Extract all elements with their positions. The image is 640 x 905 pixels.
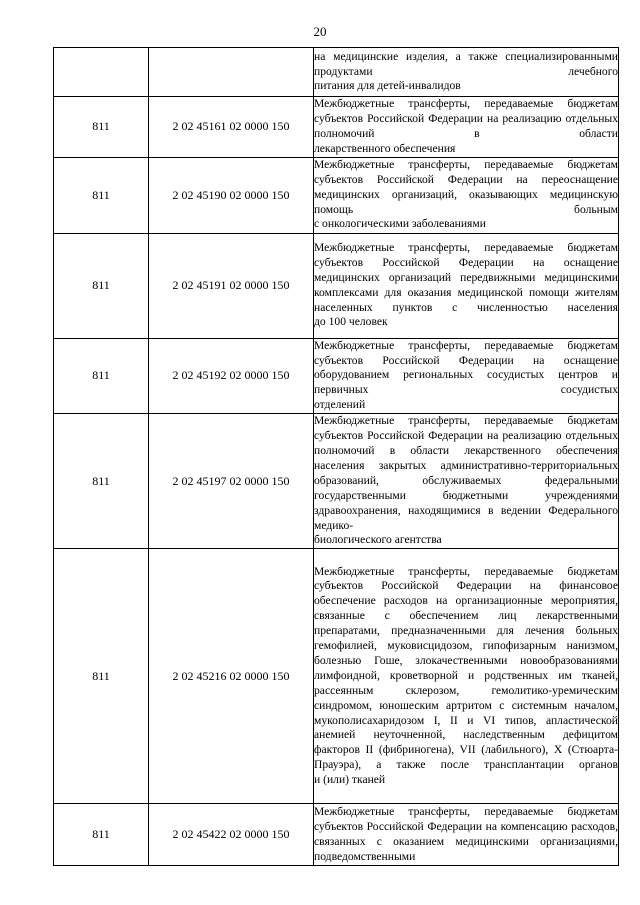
budget-code-cell: 2 02 45190 02 0000 150: [149, 157, 314, 233]
table-row: [54, 804, 619, 866]
admin-code-cell: 811: [54, 804, 149, 866]
table-row: [54, 48, 619, 97]
description-text: Межбюджетные трансферты, передаваемые бюджетам субъектов Российской Федерации на финансовое обеспечение расходов на организационные мероприятия, связанные с обеспечением лиц лекарственными препаратами, предназначенными для лечения больных гемофилией, муковисцидозом, гипофизарным нанизмом, болезнью Гоше, злокачественными новообразованиями лимфоидной, кроветворной и родственных им тканей, рассеянным склерозом, гемолитико-уремическим синдромом, юношеским артритом с системным началом, мукополисахаридозом I, II и VI типов, апластической анемией неуточненной, наследственным дефицитом факторов II (фибриногена), VII (лабильного), X (Стюарта-Прауэра), а также после трансплантации органов: [314, 564, 618, 772]
description-text: Межбюджетные трансферты, передаваемые бюджетам субъектов Российской Федерации на оснащение медицинских организаций передвижными медицинскими комплексами для оказания медицинской помощи жителям населенных пунктов с численностью населения: [314, 240, 618, 314]
table-row: [54, 233, 619, 338]
description-text: Межбюджетные трансферты, передаваемые бюджетам субъектов Российской Федерации на компенсацию расходов, связанных с оказанием медицинскими организациями, подведомственными: [314, 805, 618, 863]
description-cell: [314, 97, 619, 158]
description-text-end: отделений: [314, 398, 366, 412]
budget-code-cell: 2 02 45422 02 0000 150: [149, 804, 314, 866]
description-text-end: питания для детей-инвалидов: [314, 79, 461, 93]
description-cell: [314, 157, 619, 233]
description-text: Межбюджетные трансферты, передаваемые бюджетам субъектов Российской Федерации на переоснащение медицинских организаций, оказывающих медицинскую помощь больным: [314, 157, 618, 216]
budget-code-cell: [149, 48, 314, 97]
description-text: Межбюджетные трансферты, передаваемые бюджетам субъектов Российской Федерации на реализацию отдельных полномочий в области лекарственного обеспечения населения закрытых административно-территориальных образований, обслуживаемых федеральными государственными бюджетными учреждениями здравоохранения, находящимися в ведении Федерального медико-: [314, 414, 618, 532]
description-text-end: биологического агентства: [314, 533, 442, 547]
description-cell: [314, 48, 619, 97]
budget-code-cell: 2 02 45216 02 0000 150: [149, 549, 314, 804]
admin-code-cell: 811: [54, 97, 149, 158]
table-row: [54, 549, 619, 804]
description-text-end: и (или) тканей: [314, 773, 386, 787]
budget-code-cell: 2 02 45197 02 0000 150: [149, 414, 314, 549]
description-cell: [314, 233, 619, 338]
description-text: Межбюджетные трансферты, передаваемые бюджетам субъектов Российской Федерации на реализацию отдельных полномочий в области: [314, 97, 618, 140]
admin-code-cell: 811: [54, 549, 149, 804]
description-cell: [314, 338, 619, 414]
description-cell: [314, 804, 619, 866]
description-text-end: до 100 человек: [314, 315, 388, 329]
table-row: [54, 97, 619, 158]
page-number: 20: [313, 24, 327, 39]
admin-code-cell: 811: [54, 338, 149, 414]
budget-code-cell: 2 02 45191 02 0000 150: [149, 233, 314, 338]
admin-code-cell: [54, 48, 149, 97]
description-text-end: с онкологическими заболеваниями: [314, 217, 486, 231]
admin-code-cell: 811: [54, 233, 149, 338]
description-text: Межбюджетные трансферты, передаваемые бюджетам субъектов Российской Федерации на оснащение оборудованием региональных сосудистых центров и первичных сосудистых: [314, 338, 618, 397]
table-row: [54, 414, 619, 549]
description-cell: [314, 549, 619, 804]
admin-code-cell: 811: [54, 414, 149, 549]
admin-code-cell: 811: [54, 157, 149, 233]
description-text: на медицинские изделия, а также специализированными продуктами лечебного: [314, 49, 618, 78]
budget-code-cell: 2 02 45192 02 0000 150: [149, 338, 314, 414]
description-text-end: лекарственного обеспечения: [314, 141, 456, 155]
budget-code-cell: 2 02 45161 02 0000 150: [149, 97, 314, 158]
description-cell: [314, 414, 619, 549]
table-row: [54, 338, 619, 414]
table-row: [54, 157, 619, 233]
budget-classification-table: [53, 47, 619, 866]
